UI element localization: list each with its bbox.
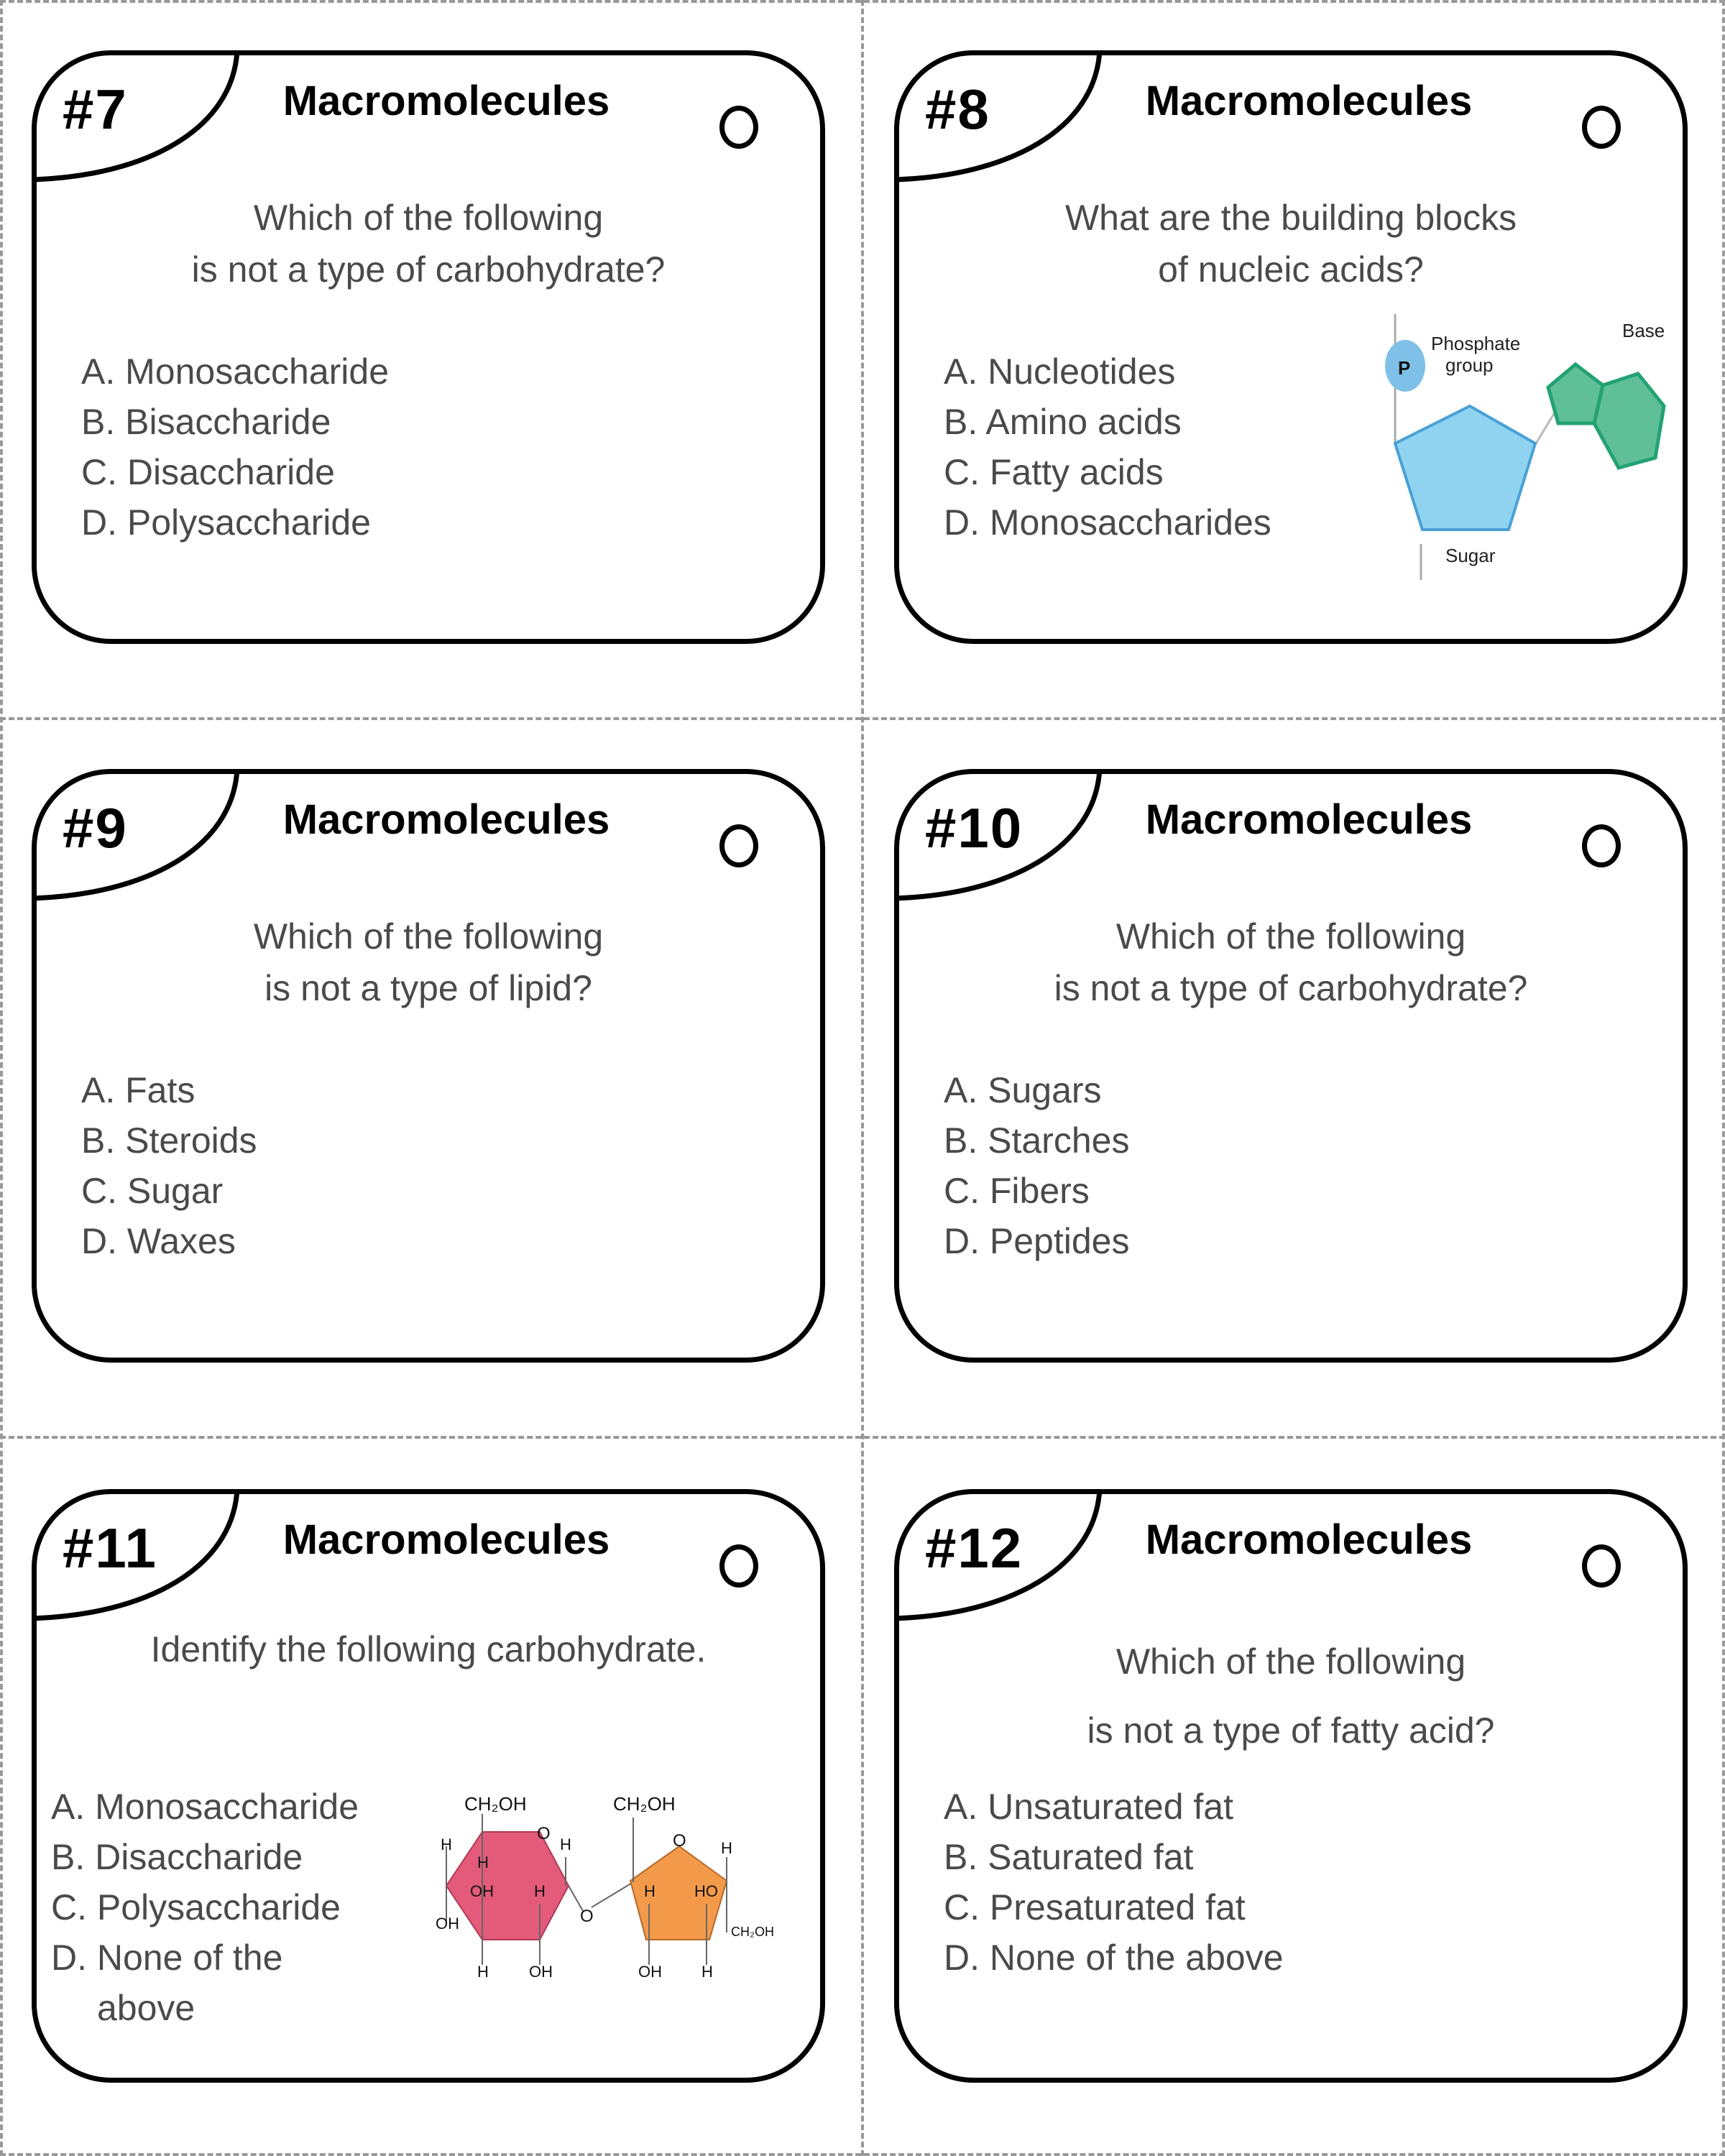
option-d: D. None of the above bbox=[944, 1938, 1284, 1978]
question-text bbox=[899, 192, 1683, 295]
option-d: D. Polysaccharide bbox=[81, 502, 371, 543]
h-label: H bbox=[721, 1839, 732, 1857]
question-line: of nucleic acids? bbox=[1158, 249, 1424, 290]
card-number: #12 bbox=[925, 1516, 1024, 1580]
card-frame bbox=[32, 769, 825, 1363]
question-line: is not a type of lipid? bbox=[264, 968, 592, 1008]
option-c: C. Polysaccharide bbox=[51, 1887, 341, 1927]
option-c: C. Fibers bbox=[944, 1171, 1090, 1211]
sugar-pentagon-icon bbox=[1395, 406, 1535, 530]
answer-options bbox=[944, 346, 1271, 548]
card-title: Macromolecules bbox=[282, 78, 610, 124]
card-frame bbox=[32, 50, 825, 644]
question-text bbox=[899, 911, 1683, 1014]
question-line: Which of the following bbox=[253, 916, 604, 957]
question-text bbox=[37, 911, 820, 1014]
glycosidic-oxygen-label: O bbox=[580, 1907, 594, 1926]
card-frame bbox=[894, 769, 1688, 1363]
option-c: C. Fatty acids bbox=[944, 452, 1164, 492]
card-number: #9 bbox=[63, 796, 128, 860]
ch2oh-label: CH₂OH bbox=[613, 1793, 676, 1815]
option-c: C. Sugar bbox=[81, 1171, 224, 1211]
phosphate-label-p: P bbox=[1398, 357, 1411, 379]
option-b: B. Disaccharide bbox=[51, 1837, 303, 1877]
ho-label: HO bbox=[694, 1882, 718, 1900]
h-label: H bbox=[534, 1882, 546, 1900]
hole-punch-icon bbox=[1582, 824, 1621, 867]
question-text bbox=[37, 192, 820, 295]
task-card-12 bbox=[862, 1437, 1725, 2156]
sucrose-diagram bbox=[396, 1789, 825, 2004]
card-title: Macromolecules bbox=[1145, 796, 1473, 843]
option-a: A. Monosaccharide bbox=[51, 1787, 359, 1827]
nucleotide-diagram bbox=[1323, 314, 1683, 587]
glucose-hexagon-icon bbox=[446, 1832, 569, 1940]
card-number: #8 bbox=[925, 78, 990, 141]
option-b: B. Steroids bbox=[81, 1120, 257, 1161]
answer-options bbox=[81, 346, 389, 548]
group-label: group bbox=[1445, 354, 1494, 376]
oh-label: OH bbox=[638, 1963, 662, 1981]
answer-options bbox=[944, 1065, 1129, 1266]
option-c: C. Presaturated fat bbox=[944, 1887, 1246, 1927]
option-b: B. Amino acids bbox=[944, 402, 1182, 442]
option-d-continued: above bbox=[97, 1988, 196, 2028]
card-title: Macromolecules bbox=[282, 1516, 610, 1563]
sugar-label: Sugar bbox=[1445, 545, 1496, 566]
option-d: D. Monosaccharides bbox=[944, 502, 1271, 543]
card-number: #7 bbox=[63, 78, 128, 141]
card-title: Macromolecules bbox=[1145, 78, 1473, 124]
h-label: H bbox=[702, 1963, 713, 1981]
card-title: Macromolecules bbox=[282, 796, 610, 843]
card-frame bbox=[32, 1489, 825, 2083]
h-label: H bbox=[560, 1835, 571, 1853]
hole-punch-icon bbox=[719, 106, 758, 149]
option-d: D. Peptides bbox=[944, 1221, 1130, 1261]
task-card-8 bbox=[862, 0, 1725, 719]
answer-options bbox=[51, 1782, 359, 2033]
question-line: is not a type of fatty acid? bbox=[1087, 1710, 1495, 1751]
h-label: H bbox=[644, 1882, 656, 1900]
task-card-7 bbox=[0, 0, 862, 719]
hole-punch-icon bbox=[719, 824, 758, 867]
option-b: B. Saturated fat bbox=[944, 1837, 1194, 1877]
question-line: Which of the following bbox=[253, 198, 604, 238]
card-number: #10 bbox=[925, 796, 1024, 860]
option-a: A. Unsaturated fat bbox=[944, 1787, 1234, 1827]
card-number: #11 bbox=[63, 1516, 157, 1580]
option-a: A. Nucleotides bbox=[944, 351, 1176, 392]
question-line: Identify the following carbohydrate. bbox=[150, 1629, 707, 1669]
question-line: is not a type of carbohydrate? bbox=[1054, 968, 1528, 1008]
ring-oxygen-label: O bbox=[673, 1831, 686, 1851]
ch2oh-label: CH₂OH bbox=[731, 1925, 774, 1939]
option-a: A. Monosaccharide bbox=[81, 351, 390, 392]
base-ring-large-icon bbox=[1594, 374, 1664, 468]
option-a: A. Sugars bbox=[944, 1070, 1102, 1110]
task-card-9 bbox=[0, 719, 862, 1437]
ch2oh-label: CH₂OH bbox=[464, 1793, 527, 1815]
option-c: C. Disaccharide bbox=[81, 452, 335, 492]
answer-options bbox=[944, 1782, 1284, 1983]
option-d: D. Waxes bbox=[81, 1221, 236, 1261]
question-line: is not a type of carbohydrate? bbox=[191, 249, 666, 290]
task-card-10 bbox=[862, 719, 1725, 1437]
question-text bbox=[37, 1623, 820, 1675]
card-title: Macromolecules bbox=[1145, 1516, 1473, 1563]
hole-punch-icon bbox=[1582, 1544, 1621, 1588]
option-b: B. Bisaccharide bbox=[81, 402, 331, 442]
task-card-11 bbox=[0, 1437, 862, 2156]
answer-options bbox=[81, 1065, 257, 1266]
h-label: H bbox=[441, 1835, 452, 1853]
option-a: A. Fats bbox=[81, 1070, 196, 1110]
card-frame bbox=[894, 50, 1688, 644]
question-line: Which of the following bbox=[1116, 1641, 1466, 1682]
oh-label: OH bbox=[529, 1963, 553, 1981]
base-label: Base bbox=[1622, 320, 1665, 341]
h-label: H bbox=[477, 1963, 489, 1981]
ring-oxygen-label: O bbox=[537, 1824, 551, 1843]
oh-label: OH bbox=[470, 1882, 494, 1900]
option-d: D. None of the bbox=[51, 1938, 283, 1978]
h-label: H bbox=[477, 1853, 489, 1871]
hole-punch-icon bbox=[1582, 106, 1621, 149]
phosphate-label: Phosphate bbox=[1431, 333, 1521, 354]
option-b: B. Starches bbox=[944, 1120, 1130, 1161]
question-line: What are the building blocks bbox=[1064, 198, 1517, 238]
oh-label: OH bbox=[436, 1915, 459, 1932]
card-frame bbox=[894, 1489, 1688, 2083]
question-text bbox=[899, 1627, 1683, 1765]
question-line: Which of the following bbox=[1116, 916, 1466, 957]
hole-punch-icon bbox=[719, 1544, 758, 1588]
